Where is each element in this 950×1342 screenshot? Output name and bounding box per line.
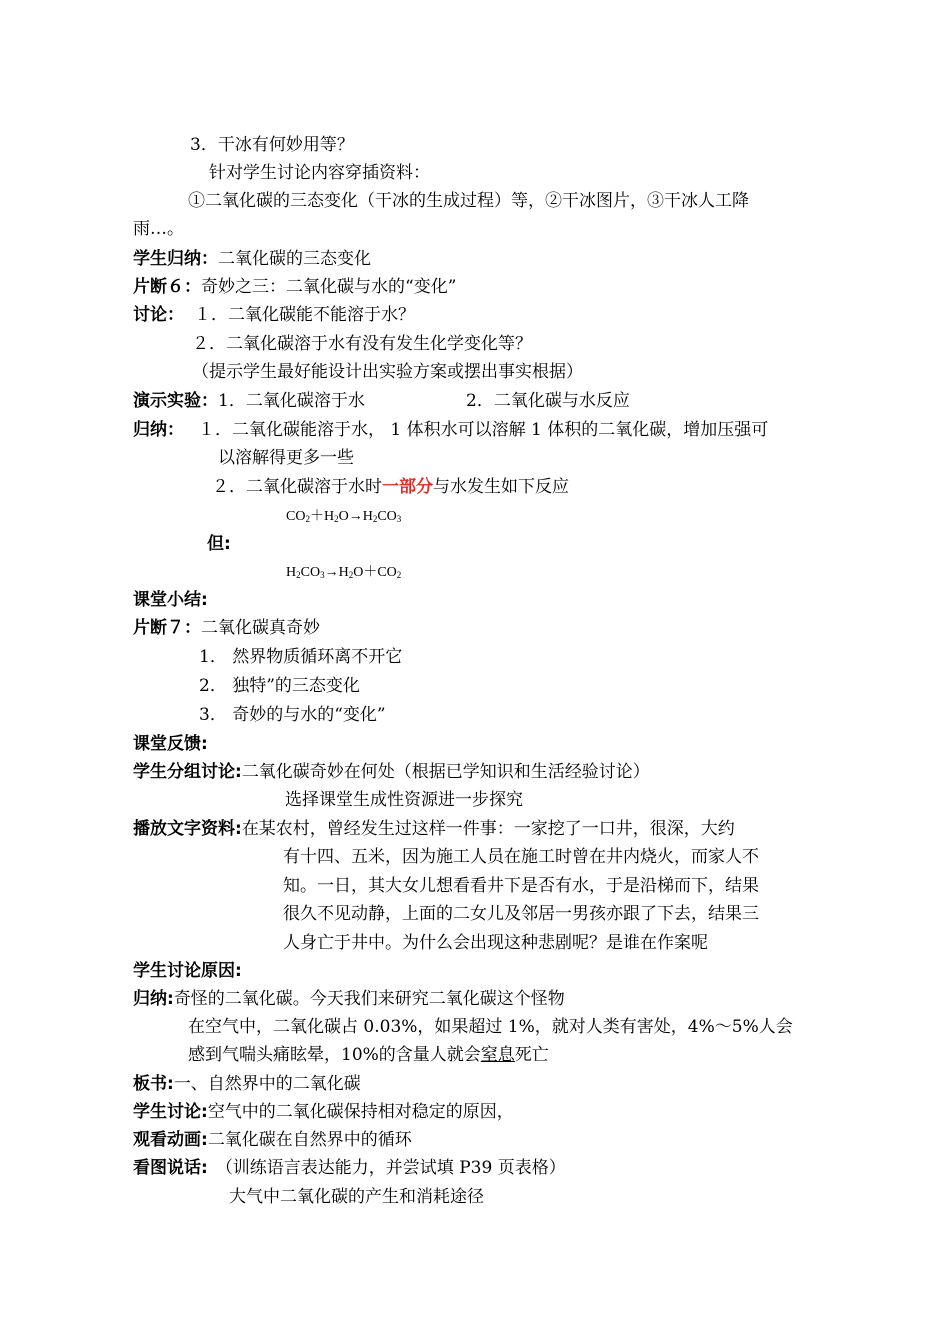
underlined-text: 窒息: [480, 1045, 515, 1065]
line-text: 死亡: [514, 1045, 549, 1065]
line-text: 1．二氧化碳溶于水: [218, 391, 365, 411]
text-line: 针对学生讨论内容穿插资料：: [209, 163, 430, 183]
text-line: 2．二氧化碳与水反应: [466, 391, 630, 411]
line-text: ２．二氧化碳溶于水时: [212, 477, 382, 497]
text-line: （提示学生最好能设计出实验方案或摆出事实根据）: [192, 362, 583, 382]
section-label: 看图说话:: [133, 1158, 208, 1178]
section-label: 观看动画:: [133, 1130, 208, 1150]
chemical-equation: $CO_2+H_2O\to H_2CO_3$: [286, 509, 402, 524]
text-line: 雨…。: [133, 219, 184, 239]
text-line: [133, 275, 456, 299]
text-line: 很久不见动静，上面的二女儿及邻居一男孩亦跟了下去，结果三: [283, 904, 759, 924]
text-line: [133, 247, 371, 271]
list-item: 2． 独特”的三态变化: [199, 676, 360, 696]
line-text: 二氧化碳真奇妙: [201, 618, 320, 638]
line-text: 在某农村，曾经发生过这样一件事：一家挖了一口井，很深，大约: [241, 819, 735, 839]
section-label: 片断６：: [133, 277, 201, 297]
list-item: 1． 然界物质循环离不开它: [199, 647, 403, 667]
section-heading: 课堂反馈:: [133, 734, 208, 754]
line-text: 二氧化碳的三态变化: [218, 249, 371, 269]
section-label: 归纳:: [133, 989, 174, 1009]
section-label: 片断７：: [133, 618, 201, 638]
line-text: （训练语言表达能力，并尝试填 P39 页表格）: [215, 1158, 566, 1178]
line-text: 二氧化碳在自然界中的循环: [207, 1130, 412, 1150]
section-label: 播放文字资料:: [133, 819, 242, 839]
text-line: 有十四、五米，因为施工人员在施工时曾在井内烧火，而家人不: [283, 847, 759, 867]
text-line: [212, 475, 569, 499]
line-text: 奇妙之三：二氧化碳与水的“变化”: [201, 277, 457, 297]
text-line: [133, 1156, 566, 1180]
section-heading: 课堂小结:: [133, 590, 208, 610]
line-text: 二氧化碳奇妙在何处（根据已学知识和生活经验讨论）: [241, 762, 650, 782]
line-text: 与水发生如下反应: [433, 477, 569, 497]
text-line: [133, 817, 735, 841]
chemical-equation: $H_2CO_3\to H_2O+CO_2$: [286, 565, 402, 580]
line-text: 一、自然界中的二氧化碳: [173, 1074, 361, 1094]
line-text: 奇怪的二氧化碳。今天我们来研究二氧化碳这个怪物: [173, 989, 565, 1009]
text-line: [133, 616, 320, 640]
text-line: ２．二氧化碳溶于水有没有发生化学变化等？: [192, 334, 532, 354]
text-line: 知。一日，其大女儿想看看井下是否有水，于是沿梯而下，结果: [283, 876, 759, 896]
text-line: [188, 1043, 549, 1067]
text-line: 在空气中，二氧化碳占 0.03%，如果超过 1%，就对人类有害处，4%～5%人会: [188, 1017, 793, 1037]
arrow-icon: →: [348, 509, 363, 524]
highlight-text: 一部分: [382, 477, 433, 497]
section-label: 学生分组讨论:: [133, 762, 242, 782]
section-label: 板书:: [133, 1074, 174, 1094]
line-text: １．二氧化碳能溶于水， 1 体积水可以溶解 1 体积的二氧化碳，增加压强可: [198, 420, 769, 440]
text-line: [133, 760, 650, 784]
text-line: [133, 418, 768, 442]
arrow-icon: →: [324, 565, 339, 580]
text-line: 以溶解得更多一些: [218, 448, 354, 468]
section-label: 归纳：: [133, 420, 184, 440]
list-item: 3． 奇妙的与水的“变化”: [199, 705, 386, 725]
text-line: 大气中二氧化碳的产生和消耗途径: [229, 1187, 484, 1207]
text-line: [133, 1072, 361, 1096]
text-line: 但:: [207, 534, 231, 554]
section-heading: 学生讨论原因:: [133, 961, 242, 981]
section-label: 学生归纳：: [133, 249, 218, 269]
text-line: [133, 1128, 412, 1152]
text-line: [133, 987, 565, 1011]
text-line: ①二氧化碳的三态变化（干冰的生成过程）等，②干冰图片，③干冰人工降: [188, 191, 749, 211]
section-label: 演示实验：: [133, 391, 218, 411]
line-text: 感到气喘头痛眩晕，10%的含量人就会: [188, 1045, 481, 1065]
text-line: 选择课堂生成性资源进一步探究: [285, 790, 523, 810]
text-line: 人身亡于井中。为什么会出现这种悲剧呢？是谁在作案呢: [283, 933, 708, 953]
text-line: [133, 389, 365, 413]
line-text: １．二氧化碳能不能溶于水？: [194, 305, 415, 325]
section-label: 学生讨论:: [133, 1102, 208, 1122]
text-line: [133, 1100, 514, 1124]
line-text: 空气中的二氧化碳保持相对稳定的原因，: [207, 1102, 514, 1122]
text-line: [133, 303, 415, 327]
section-label: 讨论：: [133, 305, 184, 325]
text-line: 3．干冰有何妙用等？: [190, 135, 354, 155]
